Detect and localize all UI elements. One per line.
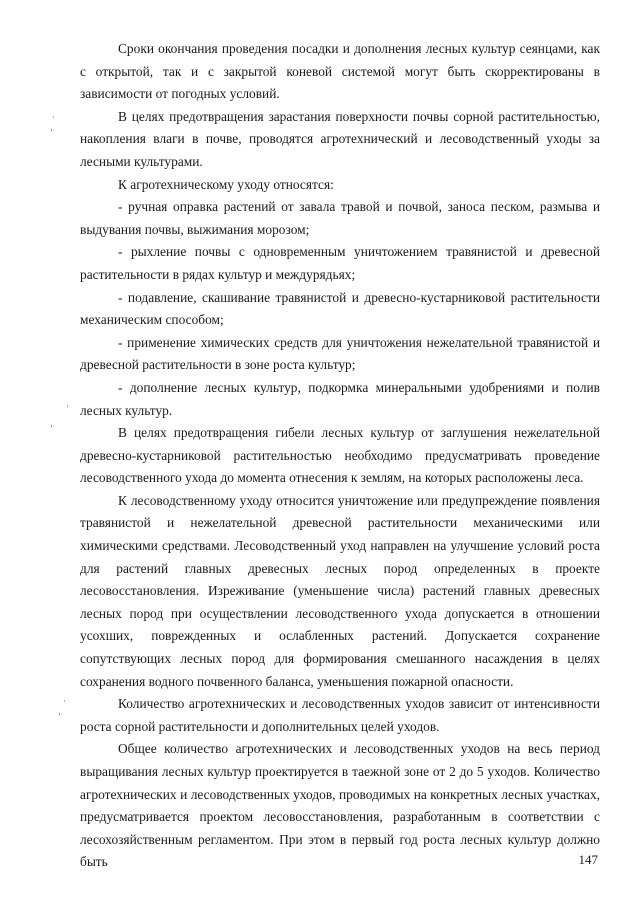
paragraph-silvicultural-care-need: В целях предотвращения гибели лесных культур от заглушения нежелательной древесно-кустарниковой растительностью необходимо предусматривать проведение лесоводственного ухода до момента отнесения к землям, на которых расположены леса. (80, 425, 600, 486)
paragraph-total-care-count: Общее количество агротехнических и лесоводственных уходов на весь период выращивания лесных культур проектируется в таежной зоне от 2 до 5 уходов. Количество агротехнических и лесоводственных уходов, проводимых на конкретных лесных участках, предусматривается проектом лесовосстановления, разработанным в соответствии с лесохозяйственным регламентом. При этом в первый год роста лесных культур должно быть (80, 741, 600, 870)
paragraph-silvicultural-care-definition: К лесоводственному уходу относится уничтожение или предупреждение появления травянистой и нежелательной древесной растительности механическими или химическими средствами. Лесоводственный уход направлен на улучшение условий роста для растений главных древесных лесных пород определенных в проекте лесовосстановления. Изреживание (уменьшение числа) растений главных древесных лесных пород при осуществлении лесоводственного ухода допускается в отношении усохших, поврежденных и ослабленных растений. Допускается сохранение сопутствующих лесных пород для формирования смешанного насаждения в целях сохранения водного почвенного баланса, уменьшения пожарной опасности. (80, 492, 600, 689)
list-item-manual-correction: - ручная оправка растений от завала травой и почвой, заноса песком, размыва и выдувания почвы, выжимания морозом; (80, 199, 600, 237)
list-item-mowing: - подавление, скашивание травянистой и древесно-кустарниковой растительности механическим способом; (80, 289, 600, 328)
margin-mark: ‘ (58, 711, 61, 721)
margin-mark: ‘ (50, 127, 53, 137)
paragraph-care-quantity: Количество агротехнических и лесоводственных уходов зависит от интенсивности роста сорной растительности и дополнительных целей уходов. (80, 696, 600, 734)
paragraph-care-purpose: В целях предотвращения зарастания поверхности почвы сорной растительностью, накопления влаги в почве, проводятся агротехнический и лесоводственный уходы за лесными культурами. (80, 108, 600, 169)
list-item-supplement-feeding: - дополнение лесных культур, подкормка минеральными удобрениями и полив лесных культур. (80, 379, 600, 418)
margin-mark: · (66, 401, 69, 411)
body-text (80, 38, 600, 874)
margin-mark: ‘ (50, 423, 53, 433)
list-item-chemicals: - применение химических средств для уничтожения нежелательной травянистой и древесной растительности в зоне роста культур; (80, 334, 600, 373)
margin-mark: · (63, 696, 66, 706)
paragraph-planting-deadlines: Сроки окончания проведения посадки и дополнения лесных культур сеянцами, как с открытой, так и с закрытой коневой системой могут быть скорректированы в зависимости от погодных условий. (80, 41, 600, 102)
list-item-soil-loosening: - рыхление почвы с одновременным уничтожением травянистой и древесной растительности в рядах культур и междурядьях; (80, 244, 600, 282)
paragraph-agrotech-heading: К агротехническому уходу относятся: (118, 176, 334, 192)
page-number: 147 (578, 852, 598, 867)
margin-mark: · (52, 112, 55, 122)
